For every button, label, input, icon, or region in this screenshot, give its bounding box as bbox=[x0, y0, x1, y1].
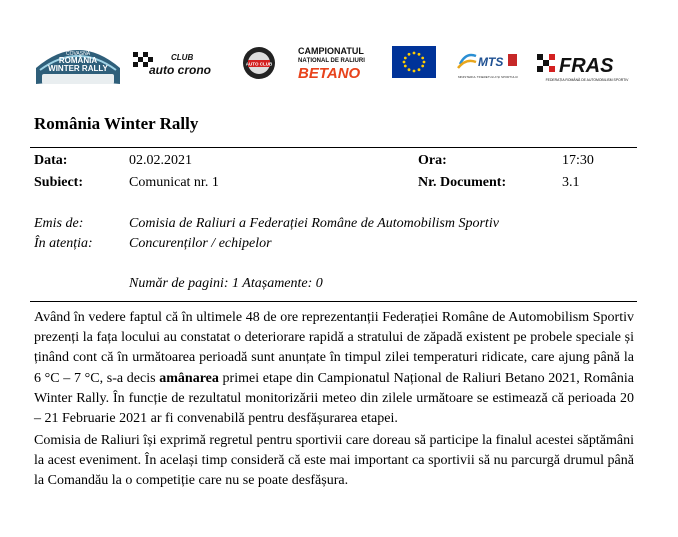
document-title: România Winter Rally bbox=[34, 114, 199, 133]
issued-by-label: Emis de: bbox=[34, 216, 84, 231]
document-number-label: Nr. Document: bbox=[418, 175, 507, 190]
eu-flag-icon bbox=[392, 46, 436, 78]
cnr-line1: CAMPIONATUL bbox=[298, 46, 364, 56]
postponement-highlight: amânarea bbox=[159, 370, 219, 386]
fras-name: FRAS bbox=[559, 55, 614, 77]
header-divider bbox=[30, 147, 637, 148]
body-paragraph-1 bbox=[34, 308, 634, 429]
mts-name: MTS bbox=[478, 55, 504, 69]
subject-value: Comunicat nr. 1 bbox=[129, 175, 219, 190]
time-value: 17:30 bbox=[562, 153, 594, 168]
body-paragraph-2: Comisia de Raliuri își exprimă regretul pentru sportivii care doreau să participe la finalul acestei săptămâni la acest eveniment. În același timp consideră că este mai important ca sportivii să nu parcurgă drumul până la Comandău la o competiție care nu se poate desfășura. bbox=[34, 433, 634, 489]
pages-attachments-line: Număr de pagini: 1 Atașamente: 0 bbox=[129, 276, 323, 291]
cnr-betano-logo bbox=[296, 44, 406, 84]
paragraph-1-start: Având în vedere faptul că în ultimele 48 de ore reprezentanții Federației Române de Automobilism Sportiv prezenți la fața locului au constatat o deteriorare rapidă a stratului de zăpadă existent pe probele speciale și ținând cont că în următoarea perioadă sunt anunțate în timpul zilei temperaturi ridicate, care ajung până la 6 °C – 7 °C, s-a decis bbox=[34, 310, 634, 386]
time-label: Ora: bbox=[418, 153, 447, 168]
attention-value: Concurenților / echipelor bbox=[129, 236, 272, 251]
logo-strip bbox=[30, 38, 640, 88]
auto-club-badge-text: AUTO CLUB bbox=[245, 61, 273, 67]
cnr-line3: BETANO bbox=[298, 65, 361, 82]
subject-label: Subiect: bbox=[34, 175, 83, 190]
auto-club-badge-logo bbox=[242, 46, 276, 80]
mts-caption: MINISTERUL TINERETULUI ȘI SPORTULUI bbox=[457, 75, 519, 79]
issued-by-value: Comisia de Raliuri a Federației Române de Automobilism Sportiv bbox=[129, 216, 499, 231]
winter-logo-line2: ROMÂNIA bbox=[58, 56, 98, 65]
paragraph-1-end: primei etape din Campionatul Național de Raliuri Betano 2021, România Winter Rally. În funcție de rezultatul monitorizării meteo din zilele următoare se estimează că perioada 20 – 21 Februarie 2021 ar fi convenabilă pentru desfășurarea etapei. bbox=[34, 370, 634, 427]
attention-label: În atenția: bbox=[34, 236, 93, 251]
date-value: 02.02.2021 bbox=[129, 153, 192, 168]
date-label: Data: bbox=[34, 153, 68, 168]
auto-crono-club: CLUB bbox=[171, 53, 194, 62]
body-divider bbox=[30, 301, 637, 302]
cnr-line2: NAȚIONAL DE RALIURI bbox=[298, 58, 365, 64]
auto-crono-logo bbox=[131, 48, 227, 78]
mts-logo bbox=[454, 46, 522, 84]
winter-logo-line1: COVASNA bbox=[65, 51, 91, 57]
fras-caption: FEDERAȚIA ROMÂNĂ DE AUTOMOBILISM SPORTIV bbox=[545, 78, 629, 82]
winter-logo-line3: WINTER RALLY bbox=[48, 64, 108, 73]
document-number-value: 3.1 bbox=[562, 175, 580, 190]
auto-crono-name: auto crono bbox=[149, 63, 211, 77]
winter-rally-logo bbox=[34, 40, 122, 88]
fras-logo bbox=[535, 46, 641, 84]
